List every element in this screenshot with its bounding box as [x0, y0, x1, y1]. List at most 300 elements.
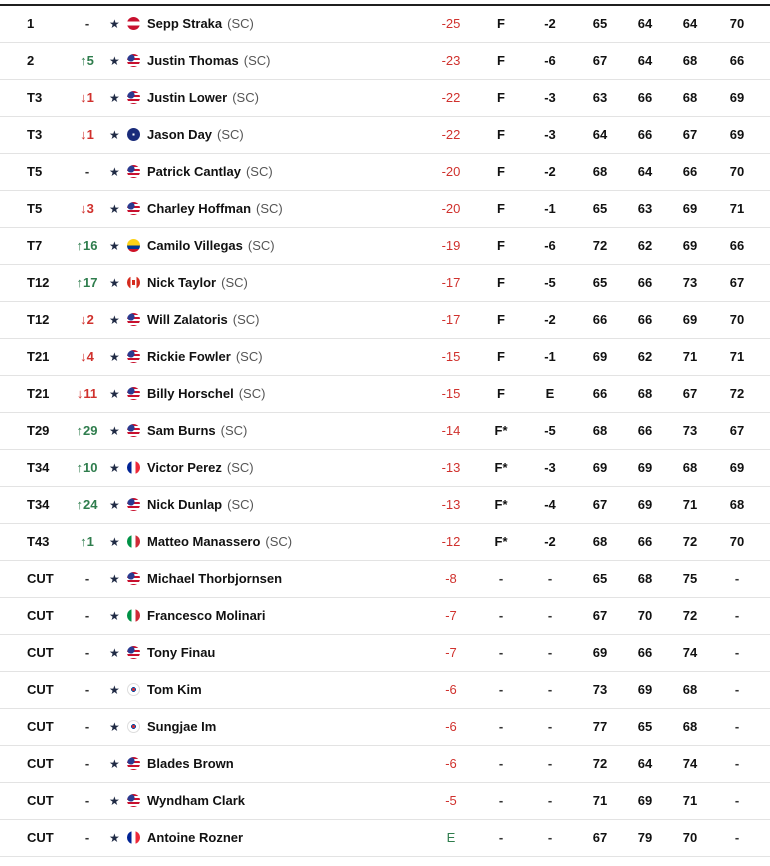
- player-name: Antoine Rozner: [147, 830, 244, 845]
- leaderboard-row[interactable]: [0, 339, 770, 376]
- today-score-cell: -2: [544, 534, 556, 549]
- total-to-par-cell: -20: [441, 164, 461, 179]
- today-score-cell: -1: [544, 349, 556, 364]
- round-2-score: 69: [637, 497, 653, 512]
- position-cell: CUT: [27, 682, 54, 697]
- korea-flag-icon: [127, 683, 140, 696]
- usa-flag-icon: [127, 54, 140, 67]
- round-3-score: 72: [682, 608, 698, 623]
- round-1-score: 71: [592, 793, 608, 808]
- position-cell: CUT: [27, 571, 54, 586]
- round-4-score: 72: [729, 386, 745, 401]
- position-cell: T5: [27, 164, 43, 179]
- today-score-cell: -3: [544, 127, 556, 142]
- round-1-score: 68: [592, 534, 608, 549]
- colombia-flag-icon: [127, 239, 140, 252]
- thru-cell: F: [497, 127, 505, 142]
- round-3-score: 66: [682, 164, 698, 179]
- round-3-score: 69: [682, 238, 698, 253]
- today-score-cell: -: [547, 830, 553, 845]
- thru-cell: F: [497, 90, 505, 105]
- favorite-star-icon[interactable]: ★: [109, 91, 120, 105]
- round-4-score: -: [734, 571, 740, 586]
- round-4-score: 70: [729, 534, 745, 549]
- leaderboard-row[interactable]: [0, 265, 770, 302]
- leaderboard-row[interactable]: [0, 80, 770, 117]
- round-3-score: 71: [682, 793, 698, 808]
- round-1-score: 65: [592, 571, 608, 586]
- move-up-indicator: ↑1: [80, 534, 94, 549]
- position-cell: T29: [27, 423, 50, 438]
- round-3-score: 73: [682, 423, 698, 438]
- player-name-link[interactable]: [147, 635, 220, 671]
- thru-cell: F*: [494, 497, 508, 512]
- player-name-link[interactable]: [147, 561, 287, 597]
- usa-flag-icon: [127, 757, 140, 770]
- austria-flag-icon: [127, 17, 140, 30]
- total-to-par-cell: -6: [445, 756, 457, 771]
- player-name-link[interactable]: [147, 487, 254, 523]
- usa-flag-icon: [127, 165, 140, 178]
- player-name: Nick Dunlap: [147, 497, 223, 512]
- favorite-star-icon[interactable]: ★: [109, 128, 120, 142]
- player-name: Sam Burns: [147, 423, 216, 438]
- round-1-score: 66: [592, 386, 608, 401]
- leaderboard-row[interactable]: [0, 191, 770, 228]
- usa-flag-icon: [127, 91, 140, 104]
- total-to-par-cell: -6: [445, 719, 457, 734]
- today-score-cell: -: [547, 608, 553, 623]
- total-to-par-cell: -7: [445, 608, 457, 623]
- player-name: Charley Hoffman: [147, 201, 252, 216]
- player-name: Patrick Cantlay: [147, 164, 241, 179]
- player-name-link[interactable]: [147, 265, 248, 301]
- round-1-score: 63: [592, 90, 608, 105]
- thru-cell: -: [498, 608, 504, 623]
- signature-card-tag: (SC): [227, 16, 254, 31]
- round-2-score: 70: [637, 608, 653, 623]
- total-to-par-cell: -12: [441, 534, 461, 549]
- thru-cell: F: [497, 238, 505, 253]
- favorite-star-icon[interactable]: ★: [109, 461, 120, 475]
- position-cell: CUT: [27, 608, 54, 623]
- favorite-star-icon[interactable]: ★: [109, 54, 120, 68]
- round-3-score: 74: [682, 645, 698, 660]
- round-2-score: 62: [637, 238, 653, 253]
- thru-cell: -: [498, 645, 504, 660]
- total-to-par-cell: -15: [441, 349, 461, 364]
- player-name-link[interactable]: [147, 191, 283, 227]
- round-4-score: 71: [729, 201, 745, 216]
- player-name-link[interactable]: [147, 524, 292, 560]
- move-down-indicator: ↓3: [80, 201, 94, 216]
- favorite-star-icon[interactable]: ★: [109, 720, 120, 734]
- leaderboard-row[interactable]: [0, 117, 770, 154]
- thru-cell: F: [497, 275, 505, 290]
- thru-cell: F*: [494, 534, 508, 549]
- round-2-score: 66: [637, 645, 653, 660]
- signature-card-tag: (SC): [227, 497, 254, 512]
- total-to-par-cell: -8: [445, 571, 457, 586]
- move-up-indicator: ↑17: [76, 275, 98, 290]
- leaderboard-row[interactable]: [0, 302, 770, 339]
- thru-cell: -: [498, 682, 504, 697]
- player-name: Nick Taylor: [147, 275, 217, 290]
- player-name-link[interactable]: [147, 302, 260, 338]
- signature-card-tag: (SC): [245, 164, 273, 179]
- round-1-score: 69: [592, 460, 608, 475]
- move-down-indicator: ↓1: [80, 90, 94, 105]
- position-cell: T21: [27, 349, 50, 364]
- player-name-link[interactable]: [147, 413, 247, 449]
- thru-cell: -: [498, 756, 504, 771]
- leaderboard-row[interactable]: [0, 672, 770, 709]
- round-2-score: 65: [637, 719, 653, 734]
- round-2-score: 66: [637, 275, 653, 290]
- thru-cell: F*: [494, 423, 508, 438]
- leaderboard-row[interactable]: [0, 413, 770, 450]
- round-2-score: 69: [637, 682, 653, 697]
- favorite-star-icon[interactable]: ★: [109, 572, 120, 586]
- round-4-score: -: [734, 830, 740, 845]
- player-name: Victor Perez: [147, 460, 222, 475]
- player-name: Tony Finau: [147, 645, 216, 660]
- round-1-score: 68: [592, 164, 608, 179]
- favorite-star-icon[interactable]: ★: [109, 424, 120, 438]
- today-score-cell: -: [547, 719, 553, 734]
- move-up-indicator: ↑29: [76, 423, 98, 438]
- leaderboard-row[interactable]: [0, 228, 770, 265]
- favorite-star-icon[interactable]: ★: [109, 276, 120, 290]
- round-2-score: 66: [637, 90, 653, 105]
- no-move-indicator: -: [84, 645, 90, 660]
- today-score-cell: -4: [544, 497, 556, 512]
- round-4-score: 71: [729, 349, 745, 364]
- round-4-score: 69: [729, 127, 745, 142]
- no-move-indicator: -: [84, 756, 90, 771]
- today-score-cell: -: [547, 645, 553, 660]
- today-score-cell: -2: [544, 16, 556, 31]
- usa-flag-icon: [127, 572, 140, 585]
- round-1-score: 67: [592, 608, 608, 623]
- signature-card-tag: (SC): [221, 275, 248, 290]
- round-1-score: 68: [592, 423, 608, 438]
- player-name-link[interactable]: [147, 43, 270, 79]
- total-to-par-cell: -7: [445, 645, 457, 660]
- total-to-par-cell: -13: [441, 497, 461, 512]
- position-cell: T21: [27, 386, 50, 401]
- leaderboard-row[interactable]: [0, 487, 770, 524]
- round-4-score: 68: [729, 497, 745, 512]
- round-2-score: 66: [637, 534, 653, 549]
- favorite-star-icon[interactable]: ★: [109, 646, 120, 660]
- signature-card-tag: (SC): [265, 534, 293, 549]
- france-flag-icon: [127, 831, 140, 844]
- italy-flag-icon: [127, 609, 140, 622]
- no-move-indicator: -: [84, 682, 90, 697]
- thru-cell: -: [498, 719, 504, 734]
- round-4-score: 70: [729, 312, 745, 327]
- round-4-score: -: [734, 682, 740, 697]
- round-3-score: 74: [682, 756, 698, 771]
- leaderboard-row[interactable]: [0, 635, 770, 672]
- total-to-par-cell: -17: [441, 312, 461, 327]
- player-name-link[interactable]: [147, 117, 244, 153]
- player-name-link[interactable]: [147, 672, 207, 708]
- leaderboard-row[interactable]: [0, 561, 770, 598]
- thru-cell: F: [497, 386, 505, 401]
- player-name: Billy Horschel: [147, 386, 234, 401]
- round-1-score: 67: [592, 830, 608, 845]
- today-score-cell: E: [545, 386, 555, 401]
- italy-flag-icon: [127, 535, 140, 548]
- round-3-score: 69: [682, 312, 698, 327]
- round-1-score: 69: [592, 349, 608, 364]
- leaderboard-row[interactable]: [0, 524, 770, 561]
- position-cell: T34: [27, 497, 50, 512]
- today-score-cell: -2: [544, 164, 556, 179]
- move-up-indicator: ↑16: [76, 238, 98, 253]
- favorite-star-icon[interactable]: ★: [109, 757, 120, 771]
- player-name: Michael Thorbjornsen: [147, 571, 283, 586]
- player-name-link[interactable]: [147, 598, 270, 634]
- leaderboard-row[interactable]: [0, 376, 770, 413]
- player-name-link[interactable]: [147, 228, 275, 264]
- no-move-indicator: -: [84, 571, 90, 586]
- today-score-cell: -2: [544, 312, 556, 327]
- position-cell: T43: [27, 534, 50, 549]
- round-4-score: 69: [729, 90, 745, 105]
- usa-flag-icon: [127, 498, 140, 511]
- total-to-par-cell: -20: [441, 201, 461, 216]
- usa-flag-icon: [127, 424, 140, 437]
- round-1-score: 66: [592, 312, 608, 327]
- player-name: Jason Day: [147, 127, 213, 142]
- usa-flag-icon: [127, 387, 140, 400]
- position-cell: T12: [27, 312, 50, 327]
- position-cell: 1: [27, 16, 35, 31]
- usa-flag-icon: [127, 646, 140, 659]
- leaderboard-table: [0, 4, 770, 857]
- move-up-indicator: ↑5: [80, 53, 94, 68]
- signature-card-tag: (SC): [232, 312, 260, 327]
- today-score-cell: -3: [544, 460, 556, 475]
- round-1-score: 72: [592, 238, 608, 253]
- today-score-cell: -3: [544, 90, 556, 105]
- round-3-score: 70: [682, 830, 698, 845]
- usa-flag-icon: [127, 350, 140, 363]
- total-to-par-cell: -25: [441, 16, 461, 31]
- thru-cell: -: [498, 830, 504, 845]
- leaderboard-row[interactable]: [0, 6, 770, 43]
- player-name: Justin Thomas: [147, 53, 239, 68]
- favorite-star-icon[interactable]: ★: [109, 350, 120, 364]
- move-down-indicator: ↓2: [80, 312, 94, 327]
- player-name-link[interactable]: [147, 6, 254, 42]
- favorite-star-icon[interactable]: ★: [109, 498, 120, 512]
- signature-card-tag: (SC): [232, 90, 259, 105]
- today-score-cell: -6: [544, 53, 556, 68]
- korea-flag-icon: [127, 720, 140, 733]
- position-cell: CUT: [27, 830, 54, 845]
- player-name-link[interactable]: [147, 450, 254, 486]
- round-4-score: 70: [729, 16, 745, 31]
- move-up-indicator: ↑10: [76, 460, 98, 475]
- usa-flag-icon: [127, 794, 140, 807]
- player-name: Camilo Villegas: [147, 238, 243, 253]
- position-cell: CUT: [27, 645, 54, 660]
- player-name-link[interactable]: [147, 709, 221, 745]
- round-3-score: 68: [682, 53, 698, 68]
- signature-card-tag: (SC): [235, 349, 263, 364]
- signature-card-tag: (SC): [238, 386, 266, 401]
- round-3-score: 68: [682, 682, 698, 697]
- round-3-score: 71: [682, 497, 698, 512]
- player-name-link[interactable]: [147, 746, 239, 782]
- round-3-score: 64: [682, 16, 698, 31]
- position-cell: T3: [27, 90, 43, 105]
- player-name: Will Zalatoris: [147, 312, 228, 327]
- favorite-star-icon[interactable]: ★: [109, 831, 120, 845]
- round-2-score: 63: [637, 201, 653, 216]
- thru-cell: F: [497, 312, 505, 327]
- player-name: Justin Lower: [147, 90, 228, 105]
- round-4-score: -: [734, 645, 740, 660]
- leaderboard-row[interactable]: [0, 746, 770, 783]
- signature-card-tag: (SC): [256, 201, 283, 216]
- total-to-par-cell: -14: [441, 423, 461, 438]
- leaderboard-row[interactable]: [0, 709, 770, 746]
- favorite-star-icon[interactable]: ★: [109, 239, 120, 253]
- total-to-par-cell: -17: [441, 275, 461, 290]
- round-2-score: 66: [637, 312, 653, 327]
- player-name-link[interactable]: [147, 80, 259, 116]
- round-4-score: 69: [729, 460, 745, 475]
- round-1-score: 67: [592, 497, 608, 512]
- player-name: Blades Brown: [147, 756, 234, 771]
- favorite-star-icon[interactable]: ★: [109, 313, 120, 327]
- position-cell: T7: [27, 238, 43, 253]
- canada-flag-icon: [127, 276, 140, 289]
- round-3-score: 68: [682, 719, 698, 734]
- no-move-indicator: -: [84, 830, 90, 845]
- today-score-cell: -: [547, 756, 553, 771]
- thru-cell: -: [498, 571, 504, 586]
- favorite-star-icon[interactable]: ★: [109, 202, 120, 216]
- round-3-score: 69: [682, 201, 698, 216]
- australia-flag-icon: [127, 128, 140, 141]
- round-3-score: 72: [682, 534, 698, 549]
- thru-cell: F: [497, 16, 505, 31]
- player-name-link[interactable]: [147, 820, 248, 856]
- round-3-score: 67: [682, 386, 698, 401]
- leaderboard-row[interactable]: [0, 598, 770, 635]
- today-score-cell: -: [547, 793, 553, 808]
- round-1-score: 72: [592, 756, 608, 771]
- position-cell: CUT: [27, 719, 54, 734]
- round-2-score: 64: [637, 53, 653, 68]
- today-score-cell: -5: [544, 275, 556, 290]
- player-name: Tom Kim: [147, 682, 202, 697]
- favorite-star-icon[interactable]: ★: [109, 17, 120, 31]
- move-down-indicator: ↓11: [76, 386, 98, 401]
- round-2-score: 66: [637, 423, 653, 438]
- usa-flag-icon: [127, 313, 140, 326]
- leaderboard-row[interactable]: [0, 154, 770, 191]
- favorite-star-icon[interactable]: ★: [109, 535, 120, 549]
- total-to-par-cell: -22: [441, 90, 461, 105]
- favorite-star-icon[interactable]: ★: [109, 165, 120, 179]
- position-cell: CUT: [27, 793, 54, 808]
- round-4-score: -: [734, 608, 740, 623]
- round-2-score: 64: [637, 164, 653, 179]
- total-to-par-cell: E: [446, 830, 456, 845]
- thru-cell: F: [497, 53, 505, 68]
- round-1-score: 77: [592, 719, 608, 734]
- round-3-score: 68: [682, 460, 698, 475]
- player-name-link[interactable]: [147, 339, 263, 375]
- total-to-par-cell: -13: [441, 460, 461, 475]
- total-to-par-cell: -15: [441, 386, 461, 401]
- leaderboard-row[interactable]: [0, 820, 770, 857]
- signature-card-tag: (SC): [226, 460, 254, 475]
- leaderboard-row[interactable]: [0, 783, 770, 820]
- round-2-score: 64: [637, 16, 653, 31]
- player-name: Sungjae Im: [147, 719, 217, 734]
- favorite-star-icon[interactable]: ★: [109, 387, 120, 401]
- leaderboard-row[interactable]: [0, 450, 770, 487]
- position-cell: T5: [27, 201, 43, 216]
- round-2-score: 68: [637, 571, 653, 586]
- position-cell: T3: [27, 127, 43, 142]
- round-4-score: 66: [729, 53, 745, 68]
- round-2-score: 68: [637, 386, 653, 401]
- round-1-score: 65: [592, 16, 608, 31]
- round-4-score: -: [734, 756, 740, 771]
- player-name: Wyndham Clark: [147, 793, 246, 808]
- today-score-cell: -: [547, 571, 553, 586]
- round-1-score: 67: [592, 53, 608, 68]
- france-flag-icon: [127, 461, 140, 474]
- player-name-link[interactable]: [147, 783, 250, 819]
- round-2-score: 69: [637, 460, 653, 475]
- leaderboard-row[interactable]: [0, 43, 770, 80]
- position-cell: T34: [27, 460, 50, 475]
- no-move-indicator: -: [84, 793, 90, 808]
- favorite-star-icon[interactable]: ★: [109, 609, 120, 623]
- round-3-score: 75: [682, 571, 698, 586]
- round-2-score: 79: [637, 830, 653, 845]
- round-2-score: 62: [637, 349, 653, 364]
- position-cell: 2: [27, 53, 35, 68]
- player-name: Francesco Molinari: [147, 608, 266, 623]
- player-name-link[interactable]: [147, 154, 273, 190]
- signature-card-tag: (SC): [220, 423, 248, 438]
- round-4-score: 67: [729, 423, 745, 438]
- player-name: Matteo Manassero: [147, 534, 261, 549]
- round-1-score: 69: [592, 645, 608, 660]
- player-name-link[interactable]: [147, 376, 265, 412]
- today-score-cell: -6: [544, 238, 556, 253]
- favorite-star-icon[interactable]: ★: [109, 794, 120, 808]
- signature-card-tag: (SC): [243, 53, 271, 68]
- favorite-star-icon[interactable]: ★: [109, 683, 120, 697]
- move-down-indicator: ↓4: [80, 349, 94, 364]
- total-to-par-cell: -19: [441, 238, 461, 253]
- round-4-score: 67: [729, 275, 745, 290]
- round-2-score: 64: [637, 756, 653, 771]
- round-3-score: 73: [682, 275, 698, 290]
